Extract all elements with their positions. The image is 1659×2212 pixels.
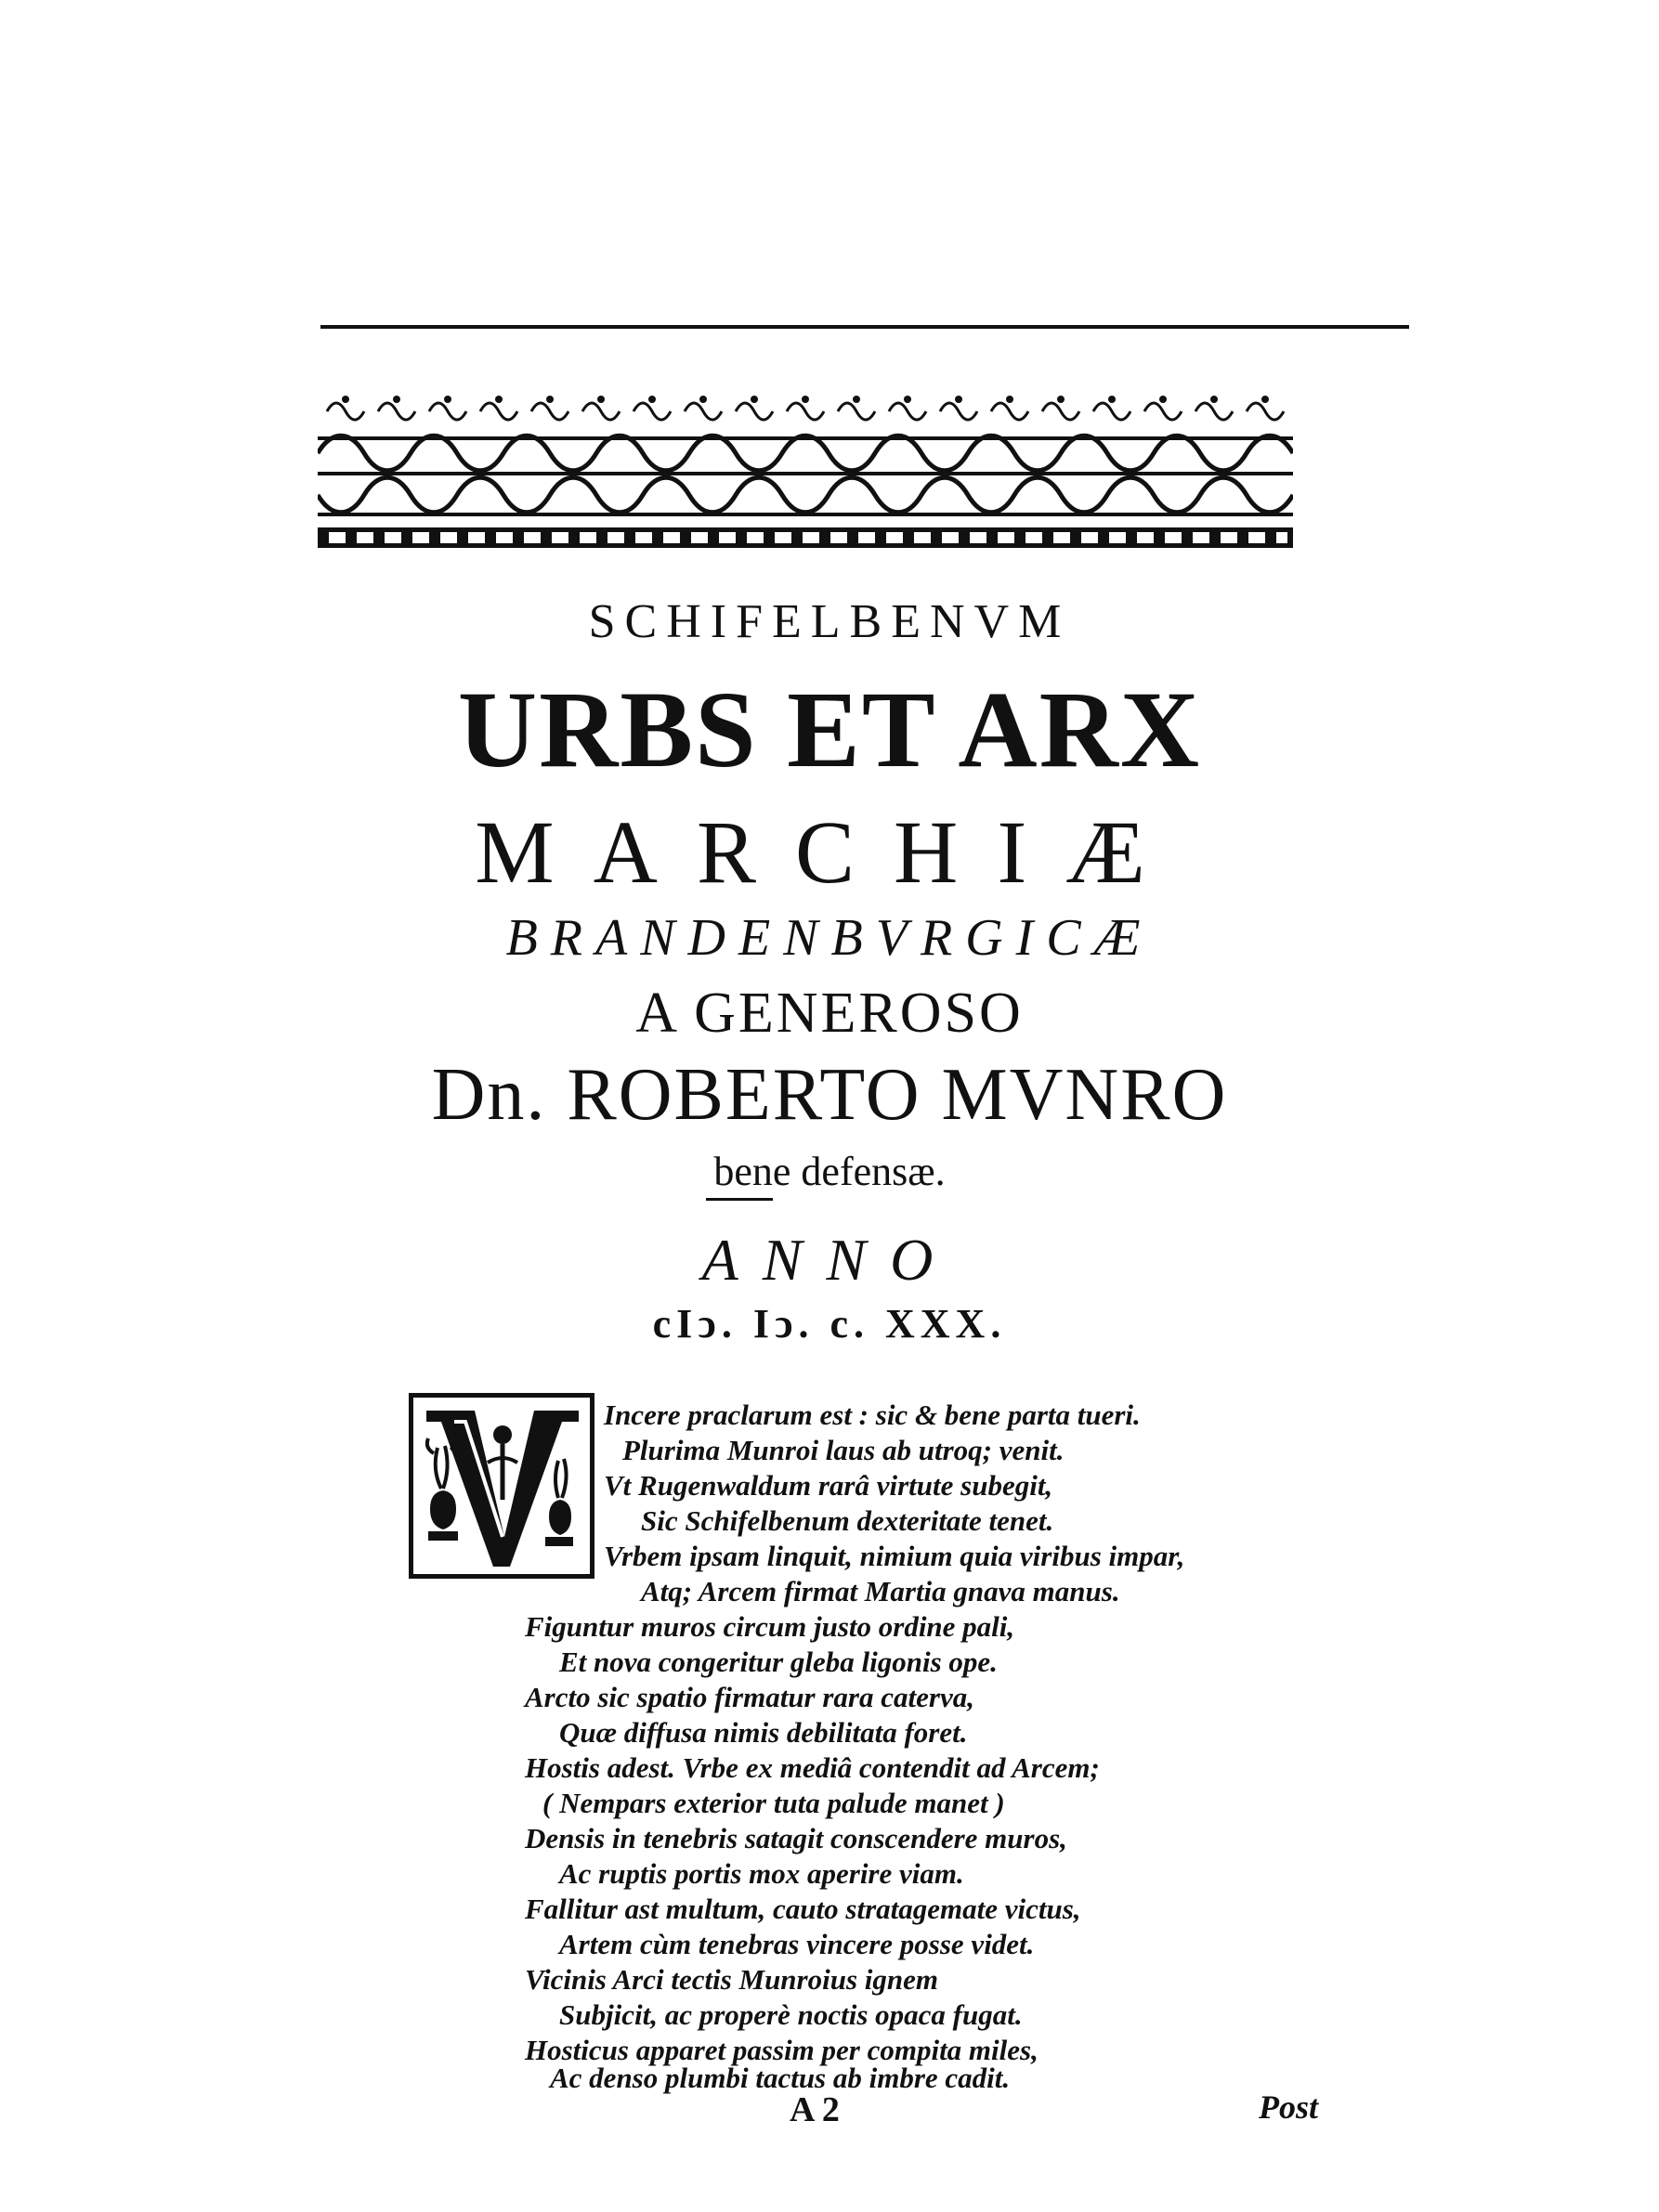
poem-line: Densis in tenebris satagit conscendere muros, bbox=[525, 1822, 1067, 1854]
title-line-dn-roberto-munro: Dn. ROBERTO MVNRO bbox=[431, 1054, 1228, 1136]
title-line-main: URBS ET ARX bbox=[457, 669, 1202, 790]
title-line-a-generoso: A GENEROSO bbox=[635, 982, 1024, 1045]
title-line-bene-defensae: bene defensæ. bbox=[713, 1149, 946, 1194]
title-line-anno: ANNO bbox=[701, 1227, 958, 1293]
poem-line: Hosticus apparet passim per compita miles, bbox=[525, 2034, 1039, 2066]
poem-line: Hostis adest. Vrbe ex mediâ contendit ad Arcem; bbox=[525, 1751, 1100, 1784]
poem-line: Ac ruptis portis mox aperire viam. bbox=[559, 1857, 964, 1890]
signature-mark: A 2 bbox=[790, 2090, 840, 2129]
catchword: Post bbox=[1259, 2088, 1319, 2126]
poem-line: Vt Rugenwaldum rarâ virtute subegit, bbox=[604, 1469, 1053, 1502]
poem-line: Plurima Munroi laus ab utroq; venit. bbox=[622, 1434, 1065, 1466]
title-line-marchiae: MARCHIÆ bbox=[475, 802, 1184, 902]
poem-line: Incere praclarum est : sic & bene parta tueri. bbox=[604, 1399, 1141, 1431]
title-line-place: SCHIFELBENVM bbox=[588, 595, 1071, 648]
poem-line: Vrbem ipsam linquit, nimium quia viribus impar, bbox=[604, 1540, 1185, 1572]
poem-line: Arcto sic spatio firmatur rara caterva, bbox=[525, 1681, 974, 1713]
title-line-brandenburgicae: BRANDENBVRGICÆ bbox=[505, 909, 1154, 967]
poem-line: Quæ diffusa nimis debilitata foret. bbox=[559, 1716, 968, 1749]
poem-line: Atq; Arcem firmat Martia gnava manus. bbox=[641, 1575, 1120, 1607]
poem-line: ( Nempars exterior tuta palude manet ) bbox=[542, 1787, 1005, 1819]
title-line-year: cIↄ. Iↄ. c. XXX. bbox=[652, 1301, 1007, 1347]
poem-line: Artem cùm tenebras vincere posse videt. bbox=[559, 1928, 1035, 1960]
poem-line: Figuntur muros circum justo ordine pali, bbox=[525, 1610, 1015, 1643]
poem-line: Et nova congeritur gleba ligonis ope. bbox=[559, 1646, 998, 1678]
poem-line: Ac denso plumbi tactus ab imbre cadit. bbox=[550, 2062, 1011, 2094]
poem-line: Sic Schifelbenum dexteritate tenet. bbox=[641, 1504, 1054, 1537]
poem-line: Subjicit, ac properè noctis opaca fugat. bbox=[559, 1998, 1023, 2031]
poem-line: Vicinis Arci tectis Munroius ignem bbox=[525, 1963, 939, 1996]
poem-line: Fallitur ast multum, cauto stratagemate victus, bbox=[525, 1893, 1081, 1925]
